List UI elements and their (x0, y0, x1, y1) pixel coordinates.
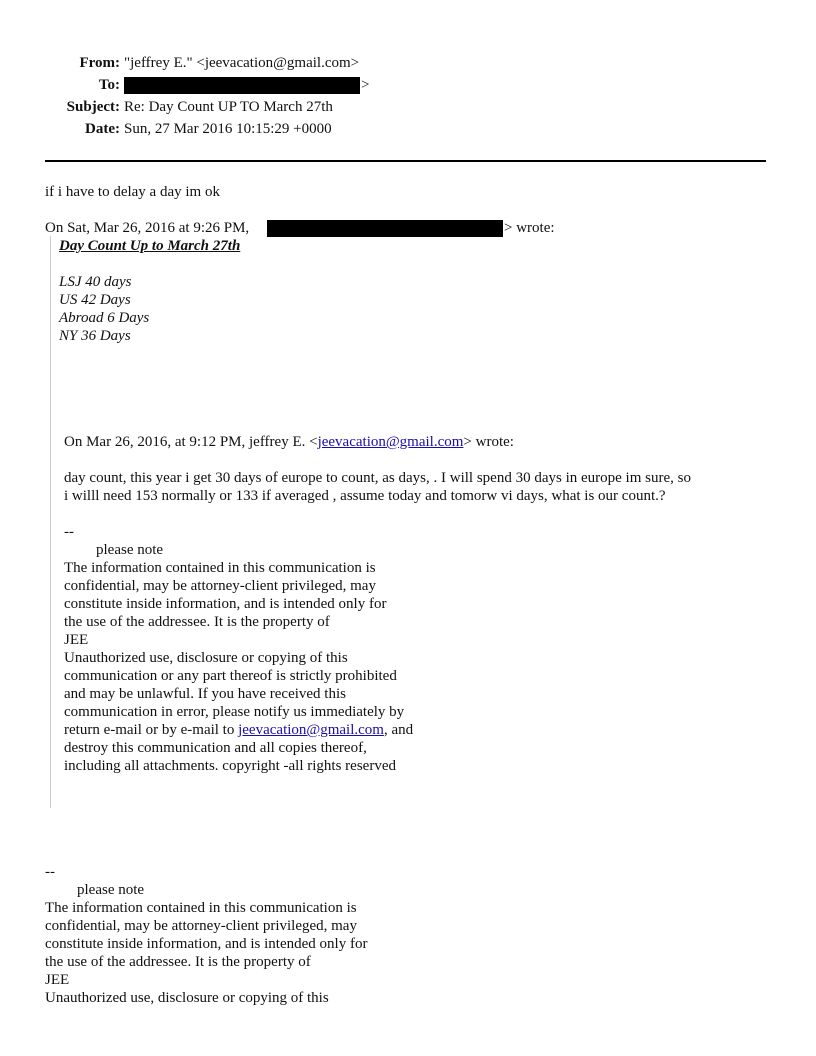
inner-attribution-suffix: > wrote: (463, 434, 514, 450)
from-value: "jeffrey E." <jeevacation@gmail.com> (124, 55, 360, 71)
count-us: US 42 Days (59, 292, 131, 308)
footer-sig-line: confidential, may be attorney-client privileged, may (45, 918, 357, 934)
quoted-signature (64, 559, 413, 775)
to-suffix: > (361, 77, 370, 93)
quoted-sig-line: Unauthorized use, disclosure or copying of this (64, 650, 348, 666)
quoted-sig-please-note: please note (96, 542, 164, 558)
quoted-sig-return-line (64, 721, 413, 739)
attribution-redaction (267, 220, 503, 237)
header-divider (45, 160, 766, 162)
quoted-sig-line: including all attachments. copyright -all rights reserved (64, 758, 396, 774)
to-label: To: (98, 77, 120, 93)
to-redaction (124, 77, 360, 94)
quoted-sig-return-suffix: , and (383, 722, 414, 738)
quoted-sig-line: communication or any part thereof is strictly prohibited (64, 668, 397, 684)
footer-sig-line: the use of the addressee. It is the property of (45, 954, 311, 970)
quoted-title: Day Count Up to March 27th (59, 238, 241, 254)
footer-sig-please-note: please note (77, 882, 145, 898)
day-count-list (59, 273, 149, 345)
reply-attribution-suffix: > wrote: (504, 220, 555, 236)
footer-sig-line: constitute inside information, and is intended only for (45, 936, 368, 952)
inner-body-line-1: day count, this year i get 30 days of europe to count, as days, . I will spend 30 days in europe im sure, so (64, 470, 691, 486)
footer-sig-line: The information contained in this communication is (45, 900, 357, 916)
inner-attribution (64, 433, 514, 451)
footer-sig-line: JEE (45, 972, 70, 988)
footer-sig-line: Unauthorized use, disclosure or copying of this (45, 990, 329, 1006)
quoted-sig-line: JEE (64, 632, 89, 648)
quoted-sig-line: and may be unlawful. If you have received this (64, 686, 346, 702)
quoted-sig-email-link[interactable]: jeevacation@gmail.com (238, 722, 384, 738)
inner-body (64, 469, 691, 505)
count-ny: NY 36 Days (59, 328, 131, 344)
quoted-sig-return-prefix: return e-mail or by e-mail to (64, 722, 239, 738)
quoted-sig-line: communication in error, please notify us immediately by (64, 704, 405, 720)
reply-attribution-prefix: On Sat, Mar 26, 2016 at 9:26 PM, (45, 220, 250, 236)
count-lsj: LSJ 40 days (59, 274, 132, 290)
quoted-sig-line: the use of the addressee. It is the property of (64, 614, 330, 630)
date-value: Sun, 27 Mar 2016 10:15:29 +0000 (124, 121, 332, 137)
footer-signature (45, 899, 367, 1007)
from-label: From: (79, 55, 120, 71)
subject-value: Re: Day Count UP TO March 27th (124, 99, 333, 115)
footer-sig-dashes: -- (45, 864, 55, 880)
quoted-sig-dashes: -- (64, 524, 74, 540)
quoted-sig-line: The information contained in this communication is (64, 560, 376, 576)
inner-body-line-2: i willl need 153 normally or 133 if averaged , assume today and tomorw vi days, what is our count.? (64, 488, 666, 504)
subject-label: Subject: (66, 99, 120, 115)
inner-attribution-email-link[interactable]: jeevacation@gmail.com (317, 434, 464, 450)
date-label: Date: (85, 121, 120, 137)
reply-body: if i have to delay a day im ok (45, 184, 220, 200)
quoted-sig-line: constitute inside information, and is intended only for (64, 596, 387, 612)
count-abroad: Abroad 6 Days (59, 310, 150, 326)
quoted-sig-line: destroy this communication and all copies thereof, (64, 740, 367, 756)
quote-bar (50, 236, 51, 808)
quoted-sig-line: confidential, may be attorney-client privileged, may (64, 578, 376, 594)
inner-attribution-prefix: On Mar 26, 2016, at 9:12 PM, jeffrey E. < (64, 434, 318, 450)
